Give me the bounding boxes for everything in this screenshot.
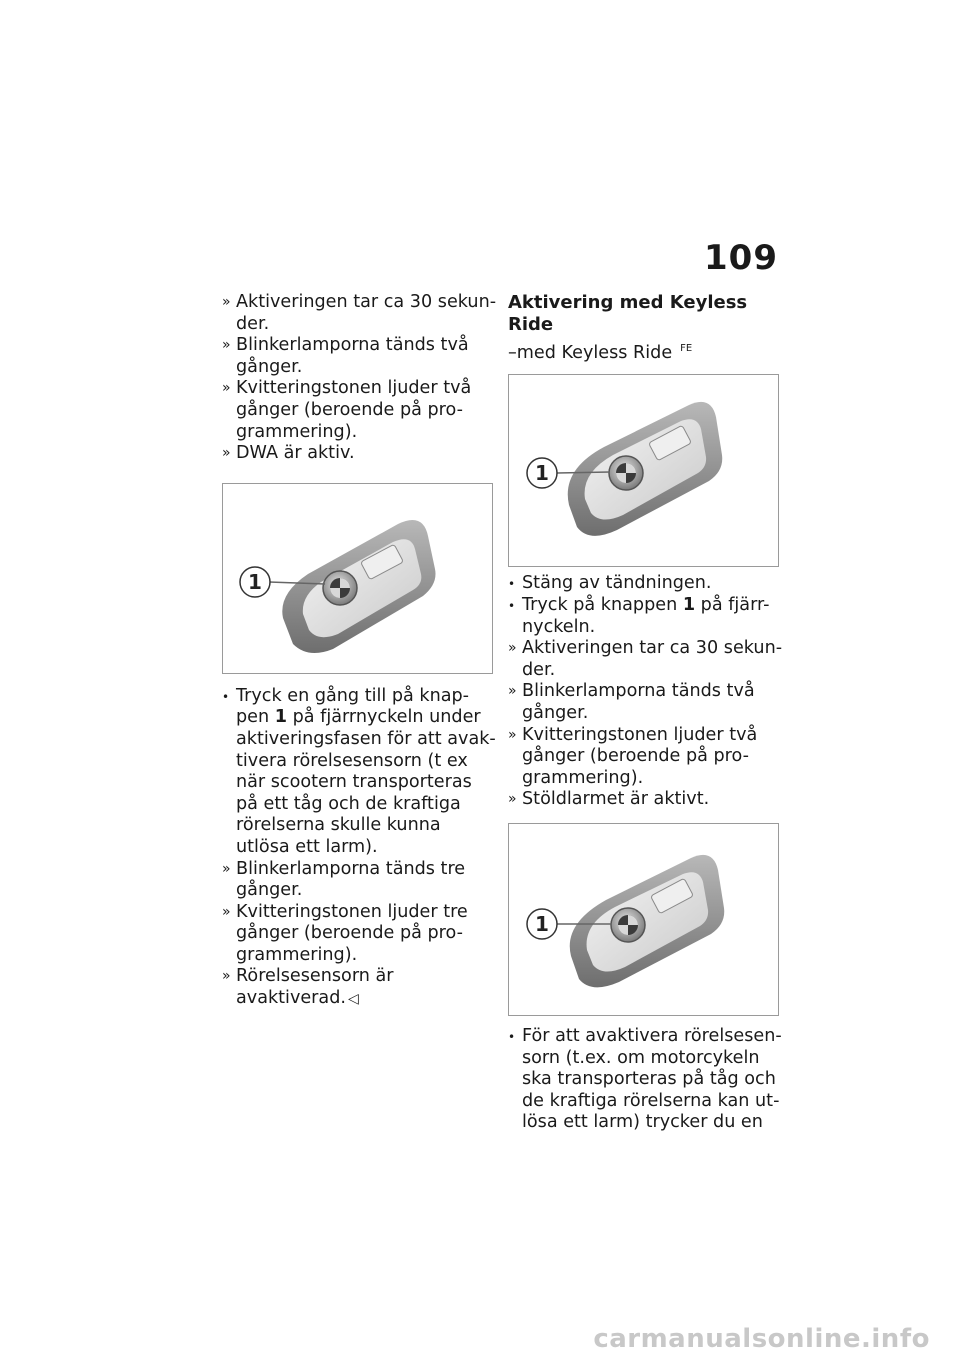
list-item [222, 335, 497, 378]
list-item [222, 859, 497, 902]
result-marker: » [222, 380, 231, 397]
subheading-superscript: FE [680, 343, 693, 354]
bullet-marker: • [508, 577, 516, 592]
bullet-marker: • [508, 599, 516, 614]
left-column [222, 292, 497, 1011]
button-reference: 1 [682, 595, 696, 616]
result-marker: » [508, 791, 517, 808]
result-marker: » [508, 683, 517, 700]
list-item-text: Blinkerlamporna tänds två gånger. [522, 681, 755, 724]
list-item-text: Rörelsesensorn är avaktiverad. [236, 966, 394, 1009]
button-reference: 1 [274, 707, 287, 728]
press-text-after: på fjärrnyckeln under aktiveringsfasen för att avak-tivera rörelsesensorn (t ex när scootern transporteras på ett tåg och de kraftiga rörelserna skulle kunna utlösa ett larm). [236, 707, 496, 857]
key-fob-illustration [509, 375, 778, 566]
list-item [508, 681, 783, 724]
list-item-text: Aktiveringen tar ca 30 sekun-der. [236, 292, 497, 334]
press-text-after: på fjärr-nyckeln. [522, 595, 770, 637]
list-item-text: För att avaktivera rörelsesen-sorn (t.ex. om motorcykeln ska transporteras på tåg och de kraftiga rörelserna kan ut-lösa ett larm) trycker du en [522, 1025, 782, 1133]
section-heading: Aktivering med Keyless Ride [508, 292, 748, 335]
list-item [508, 789, 783, 811]
list-item [222, 966, 497, 1010]
list-item [508, 1026, 783, 1134]
figure-callout-1: 1 [535, 461, 549, 486]
result-marker: » [222, 968, 231, 985]
result-marker: » [222, 903, 231, 920]
result-marker: » [508, 726, 517, 743]
list-item [508, 595, 783, 638]
list-item-text: DWA är aktiv. [236, 443, 355, 464]
result-marker: » [222, 294, 231, 310]
key-fob-figure [508, 374, 779, 567]
subheading-text: –med Keyless Ride [508, 342, 673, 363]
list-item-text: Aktiveringen tar ca 30 sekun-der. [522, 638, 783, 680]
section-subheading [508, 338, 783, 364]
list-item-text: Kvitteringstonen ljuder tre gånger (beroende på pro-grammering). [236, 901, 468, 965]
key-fob-figure [222, 483, 493, 674]
result-marker: » [222, 445, 231, 462]
watermark: carmanualsonline.info [593, 1324, 930, 1354]
result-marker: » [508, 640, 517, 657]
figure-callout-1: 1 [248, 569, 262, 594]
key-fob-illustration [223, 484, 492, 673]
list-item [222, 292, 497, 335]
list-item [508, 573, 783, 595]
bullet-marker: • [222, 689, 230, 704]
list-item-text: Kvitteringstonen ljuder två gånger (beroende på pro-grammering). [236, 378, 472, 442]
bullet-marker: • [508, 1029, 516, 1044]
list-item [508, 725, 783, 790]
press-text-before: Tryck på knappen [522, 595, 678, 616]
list-item-text: Stäng av tändningen. [522, 573, 712, 594]
press-text-before: Tryck en gång till på knap-pen [236, 685, 470, 728]
list-item-text: Stöldlarmet är aktivt. [522, 789, 710, 810]
list-item [222, 902, 497, 967]
page-number: 109 [704, 238, 778, 278]
result-marker: » [222, 337, 231, 354]
key-fob-illustration [509, 824, 778, 1015]
list-item [508, 638, 783, 681]
list-item-text: Blinkerlamporna tänds tre gånger. [236, 858, 466, 901]
list-item-text: Kvitteringstonen ljuder två gånger (beroende på pro-grammering). [522, 724, 758, 788]
list-item [222, 378, 497, 443]
figure-callout-1: 1 [535, 911, 549, 936]
section-end-icon: ◁ [347, 991, 359, 1008]
list-item [222, 686, 497, 859]
right-column [508, 292, 783, 1134]
key-fob-figure [508, 823, 779, 1016]
list-item-text: Blinkerlamporna tänds två gånger. [236, 335, 469, 377]
result-marker: » [222, 860, 231, 877]
list-item [222, 443, 497, 465]
